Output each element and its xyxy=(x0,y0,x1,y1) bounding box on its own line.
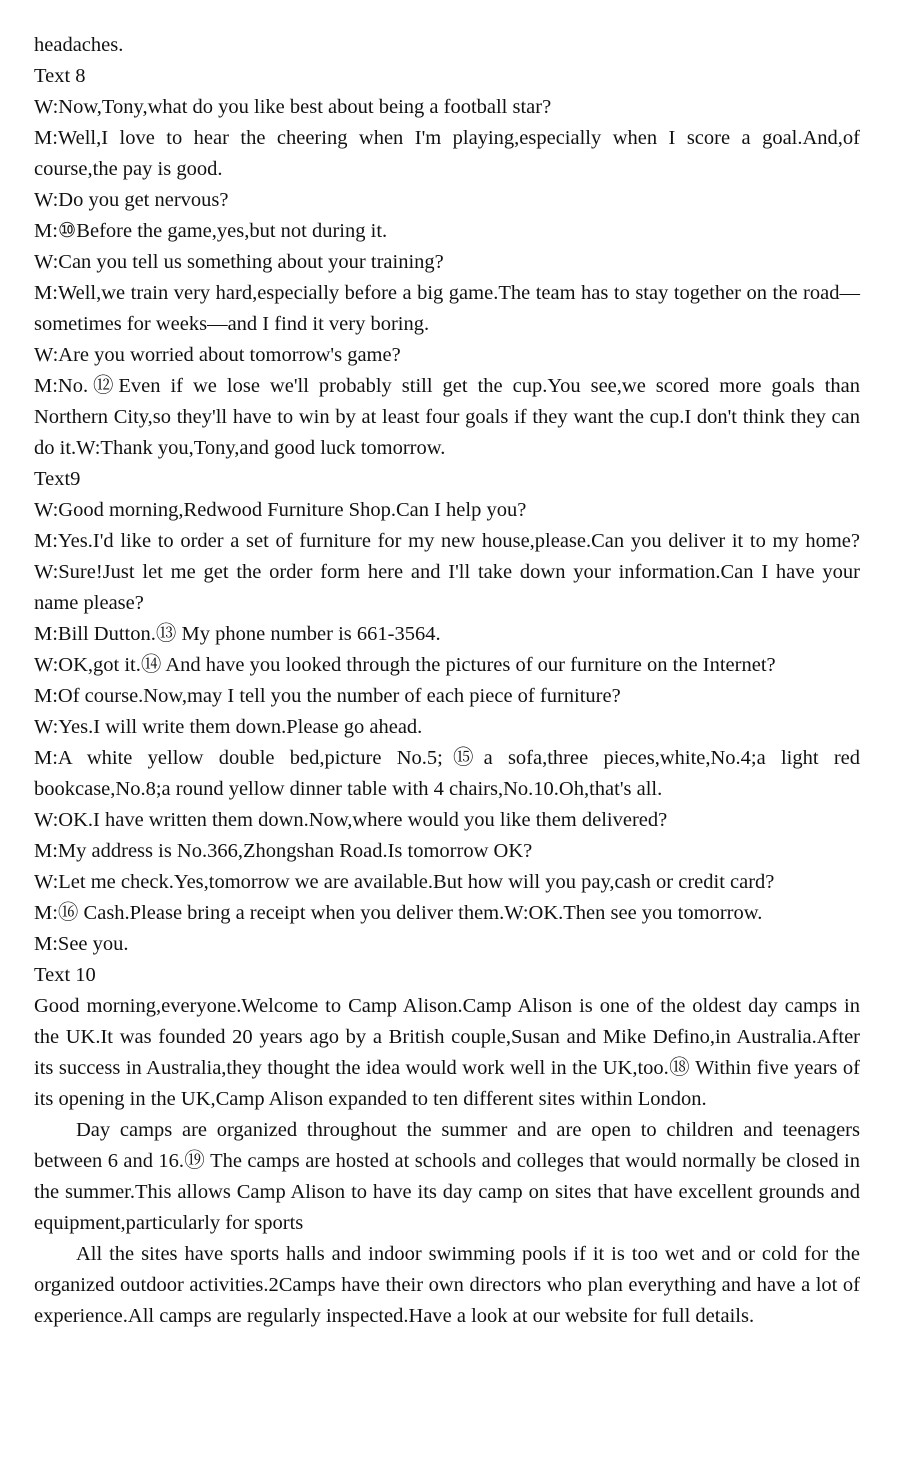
dialogue-line: M:My address is No.366,Zhongshan Road.Is tomorrow OK? xyxy=(34,840,533,862)
section-heading-text-10: Text 10 xyxy=(34,964,96,986)
dialogue-line: W:Good morning,Redwood Furniture Shop.Can I help you? xyxy=(34,499,527,521)
dialogue-paragraph: M:Yes.I'd like to order a set of furniture for my new house,please.Can you deliver it to my home?W:Sure!Just let me get the order form here and I'll take down your information.Can I have your name please? xyxy=(34,530,860,614)
dialogue-line: W:Yes.I will write them down.Please go ahead. xyxy=(34,716,423,738)
dialogue-line: W:OK,got it.⑭ And have you looked through the pictures of our furniture on the Internet? xyxy=(34,654,776,676)
monologue-paragraph: All the sites have sports halls and indoor swimming pools if it is too wet and or cold for the organized outdoor activities.2Camps have their own directors who plan everything and have a lot of experience.All camps are regularly inspected.Have a look at our website for full details. xyxy=(34,1243,860,1327)
dialogue-line: W:Let me check.Yes,tomorrow we are available.But how will you pay,cash or credit card? xyxy=(34,871,775,893)
dialogue-paragraph: M:Well,I love to hear the cheering when I'm playing,especially when I score a goal.And,of course,the pay is good. xyxy=(34,127,860,180)
dialogue-line: M:Bill Dutton.⑬ My phone number is 661-3564. xyxy=(34,623,441,645)
dialogue-line: W:Are you worried about tomorrow's game? xyxy=(34,344,401,366)
dialogue-paragraph: M:A white yellow double bed,picture No.5;⑮a sofa,three pieces,white,No.4;a light red bookcase,No.8;a round yellow dinner table with 4 chairs,No.10.Oh,that's all. xyxy=(34,747,860,800)
text-line: headaches. xyxy=(34,34,124,56)
dialogue-line: M:⑯ Cash.Please bring a receipt when you deliver them.W:OK.Then see you tomorrow. xyxy=(34,902,763,924)
dialogue-line: M:See you. xyxy=(34,933,129,955)
dialogue-paragraph: M:No.⑫Even if we lose we'll probably still get the cup.You see,we scored more goals than Northern City,so they'll have to win by at least four goals if they want the cup.I don't think they can do it.W:Thank you,Tony,and good luck tomorrow. xyxy=(34,375,860,459)
dialogue-line: W:Now,Tony,what do you like best about being a football star? xyxy=(34,96,552,118)
dialogue-line: W:OK.I have written them down.Now,where would you like them delivered? xyxy=(34,809,668,831)
dialogue-line: M:Of course.Now,may I tell you the number of each piece of furniture? xyxy=(34,685,621,707)
dialogue-line: W:Do you get nervous? xyxy=(34,189,229,211)
transcript-page xyxy=(34,30,860,1332)
dialogue-paragraph: M:Well,we train very hard,especially before a big game.The team has to stay together on the road—sometimes for weeks—and I find it very boring. xyxy=(34,282,860,335)
monologue-paragraph: Good morning,everyone.Welcome to Camp Alison.Camp Alison is one of the oldest day camps in the UK.It was founded 20 years ago by a British couple,Susan and Mike Defino,in Australia.After its success in Australia,they thought the idea would work well in the UK,too.⑱ Within five years of its opening in the UK,Camp Alison expanded to ten different sites within London. xyxy=(34,995,860,1110)
section-heading-text-9: Text9 xyxy=(34,468,81,490)
dialogue-line: M:⑩Before the game,yes,but not during it. xyxy=(34,220,388,242)
section-heading-text-8: Text 8 xyxy=(34,65,86,87)
monologue-paragraph: Day camps are organized throughout the summer and are open to children and teenagers between 6 and 16.⑲ The camps are hosted at schools and colleges that would normally be closed in the summer.This allows Camp Alison to have its day camp on sites that have excellent grounds and equipment,particularly for sports xyxy=(34,1119,860,1234)
dialogue-line: W:Can you tell us something about your training? xyxy=(34,251,444,273)
